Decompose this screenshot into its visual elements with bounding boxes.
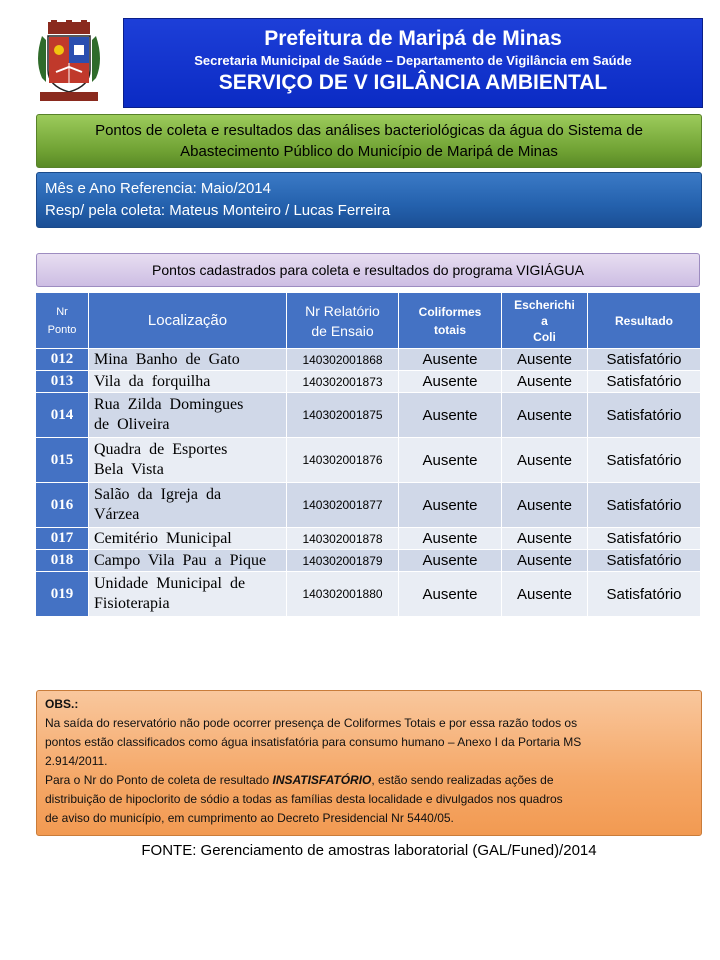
section-title: Pontos cadastrados para coleta e resultados do programa VIGIÁGUA — [36, 253, 700, 287]
row-nr: 017 — [36, 528, 89, 550]
header-resultado: Resultado — [588, 293, 701, 349]
row-coliformes: Ausente — [399, 438, 502, 483]
resp-label: Resp/ pela coleta: — [45, 202, 166, 219]
header-nr-ponto: Nr Ponto — [36, 293, 89, 349]
results-table — [35, 292, 701, 617]
row-local: Cemitério Municipal — [89, 528, 287, 550]
row-nr: 015 — [36, 438, 89, 483]
row-rel: 140302001875 — [287, 393, 399, 438]
row-rel: 140302001868 — [287, 349, 399, 371]
observations-box — [36, 690, 702, 836]
row-local: Salão da Igreja da Várzea — [89, 483, 287, 528]
row-nr: 014 — [36, 393, 89, 438]
header-subtitle: Secretaria Municipal de Saúde – Departamento de Vigilância em Saúde — [194, 53, 632, 68]
row-result: Satisfatório — [588, 393, 701, 438]
row-result: Satisfatório — [588, 572, 701, 617]
row-nr: 013 — [36, 371, 89, 393]
row-local: Quadra de Esportes Bela Vista — [89, 438, 287, 483]
row-coliformes: Ausente — [399, 528, 502, 550]
reference-resp — [45, 200, 701, 222]
row-escherichia: Ausente — [502, 393, 588, 438]
row-result: Satisfatório — [588, 349, 701, 371]
row-local: Vila da forquilha — [89, 371, 287, 393]
header-title: Prefeitura de Maripá de Minas — [264, 27, 562, 50]
header-coliformes: Coliformes totais — [399, 293, 502, 349]
header-banner — [123, 18, 703, 108]
municipal-crest-logo — [34, 20, 104, 106]
row-escherichia: Ausente — [502, 572, 588, 617]
intro-line-1: Pontos de coleta e resultados das análises bacteriológicas da água do Sistema de — [95, 122, 643, 139]
intro-line-2: Abastecimento Público do Município de Maripá de Minas — [180, 143, 558, 160]
table-row — [36, 393, 701, 438]
row-escherichia: Ausente — [502, 349, 588, 371]
row-result: Satisfatório — [588, 550, 701, 572]
row-rel: 140302001880 — [287, 572, 399, 617]
row-nr: 018 — [36, 550, 89, 572]
source-footer: FONTE: Gerenciamento de amostras laboratorial (GAL/Funed)/2014 — [141, 842, 597, 859]
reference-banner — [36, 172, 702, 228]
row-coliformes: Ausente — [399, 349, 502, 371]
row-rel: 140302001873 — [287, 371, 399, 393]
obs-title: OBS.: — [45, 697, 79, 711]
row-result: Satisfatório — [588, 528, 701, 550]
table-row — [36, 438, 701, 483]
row-result: Satisfatório — [588, 483, 701, 528]
row-coliformes: Ausente — [399, 483, 502, 528]
row-rel: 140302001877 — [287, 483, 399, 528]
table-row — [36, 550, 701, 572]
reference-month — [45, 178, 701, 200]
row-result: Satisfatório — [588, 371, 701, 393]
table-row — [36, 572, 701, 617]
row-nr: 012 — [36, 349, 89, 371]
month-label: Mês e Ano Referencia — [45, 180, 193, 197]
row-local: Unidade Municipal de Fisioterapia — [89, 572, 287, 617]
row-coliformes: Ausente — [399, 550, 502, 572]
table-row — [36, 528, 701, 550]
insatisfatorio-emphasis: INSATISFATÓRIO — [272, 773, 372, 787]
row-nr: 016 — [36, 483, 89, 528]
row-escherichia: Ausente — [502, 528, 588, 550]
row-coliformes: Ausente — [399, 572, 502, 617]
table-row — [36, 349, 701, 371]
obs-paragraph-1: Na saída do reservatório não pode ocorrer presença de Coliformes Totais e por essa razão todos os pontos estão classificados como água insatisfatória para consumo humano – Anexo I da Portaria MS 2.914/2011. — [45, 716, 582, 768]
header-service: SERVIÇO DE V IGILÂNCIA AMBIENTAL — [218, 71, 608, 94]
table-row — [36, 483, 701, 528]
row-result: Satisfatório — [588, 438, 701, 483]
header-localizacao: Localização — [89, 293, 287, 349]
resp-value: Mateus Monteiro / Lucas Ferreira — [165, 202, 391, 219]
row-rel: 140302001879 — [287, 550, 399, 572]
row-rel: 140302001876 — [287, 438, 399, 483]
row-local: Rua Zilda Domingues de Oliveira — [89, 393, 287, 438]
row-rel: 140302001878 — [287, 528, 399, 550]
row-escherichia: Ausente — [502, 371, 588, 393]
row-escherichia: Ausente — [502, 550, 588, 572]
header-nr-relatorio: Nr Relatório de Ensaio — [287, 293, 399, 349]
row-escherichia: Ausente — [502, 438, 588, 483]
row-local: Mina Banho de Gato — [89, 349, 287, 371]
row-coliformes: Ausente — [399, 371, 502, 393]
obs-paragraph-2: Para o Nr do Ponto de coleta de resultado INSATISFATÓRIO, estão sendo realizadas ações de distribuição de hipoclorito de sódio a todas as famílias desta localidade e divulgados nos quadros de aviso do município, em cumprimento ao Decreto Presidencial Nr 5440/05. — [45, 773, 563, 825]
header-escherichia: Escherichi a Coli — [502, 293, 588, 349]
table-header-row — [36, 293, 701, 349]
intro-banner — [36, 114, 702, 168]
row-local: Campo Vila Pau a Pique — [89, 550, 287, 572]
row-coliformes: Ausente — [399, 393, 502, 438]
row-nr: 019 — [36, 572, 89, 617]
row-escherichia: Ausente — [502, 483, 588, 528]
month-value: : Maio/2014 — [192, 180, 271, 197]
table-row — [36, 371, 701, 393]
